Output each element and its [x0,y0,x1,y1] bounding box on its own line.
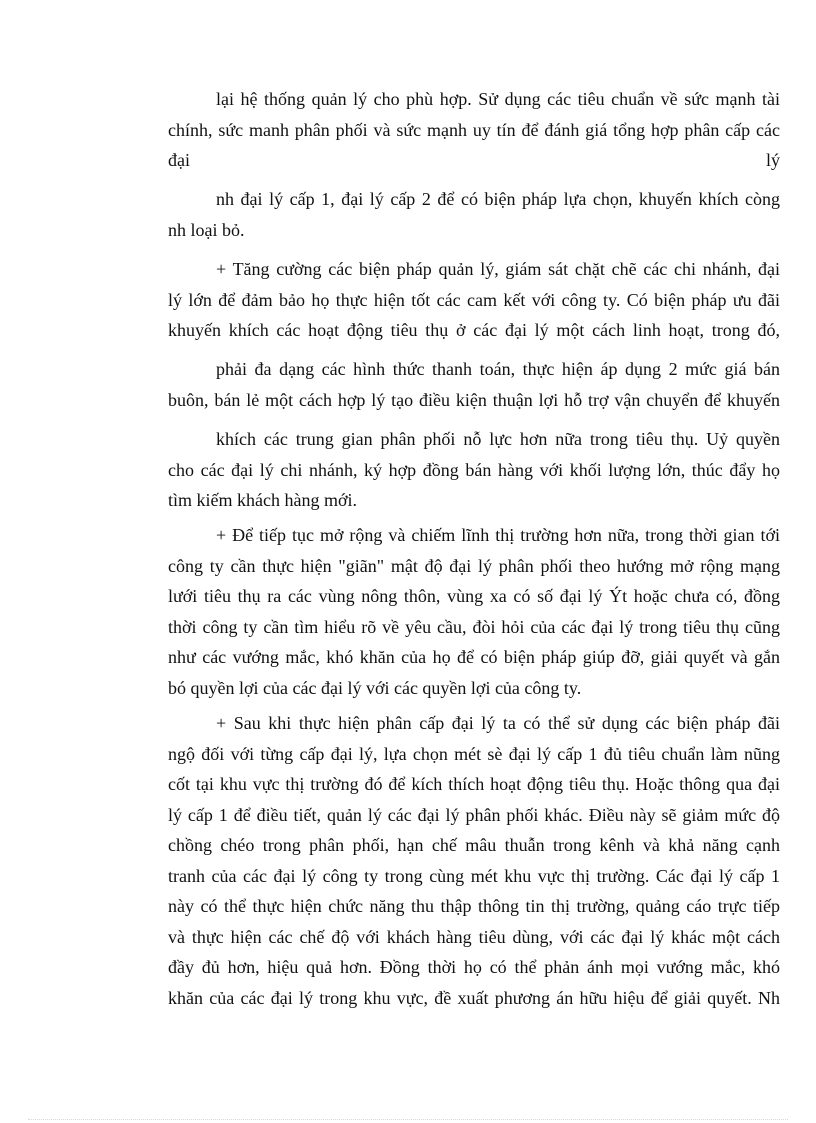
text-line: công ty cần thực hiện "giãn" mật độ đại lý phân phối theo hướng mở rộng mạng [168,556,780,576]
text-line: chồng chéo trong phân phối, hạn chế mâu thuẫn trong kênh và khả năng cạnh [168,835,780,855]
text-line: + Tăng cường các biện pháp quản lý, giám sát chặt chẽ các chi nhánh, đại [216,259,780,279]
text-line: lưới tiêu thụ ra các vùng nông thôn, vùng xa có số đại lý Ýt hoặc chưa có, đồng [168,586,780,606]
text-line: phải đa dạng các hình thức thanh toán, thực hiện áp dụng 2 mức giá bán [216,359,780,379]
text-line: + Để tiếp tục mở rộng và chiếm lĩnh thị trường hơn nữa, trong thời gian tới [216,525,780,545]
text-line: thời công ty cần tìm hiểu rõ về yêu cầu, đòi hỏi của các đại lý trong tiêu thụ cũng [168,617,780,637]
text-line: này có thể thực hiện chức năng thu thập thông tin thị trường, quảng cáo trực tiếp [168,896,780,916]
page-bottom-divider [28,1119,788,1120]
text-fragment: lý [765,150,780,170]
text-line: khăn của các đại lý trong khu vực, đề xuất phương án hữu hiệu để giải quyết. Nh [168,988,780,1008]
text-line: tranh của các đại lý công ty trong cùng mét khu vực thị trường. Các đại lý cấp 1 [168,866,780,886]
text-line: ngộ đối với từng cấp đại lý, lựa chọn mét sè đại lý cấp 1 đủ tiêu chuẩn làm nũng [168,744,780,764]
text-line: cho các đại lý chi nhánh, ký hợp đồng bán hàng với khối lượng lớn, thúc đẩy họ [168,460,780,480]
text-line: tìm kiếm khách hàng mới. [168,490,357,510]
text-line: chính, sức manh phân phối và sức mạnh uy tín để đánh giá tổng hợp phân cấp các [168,120,780,140]
text-line: buôn, bán lẻ một cách hợp lý tạo điều kiện thuận lợi hỗ trợ vận chuyển để khuyến [168,390,780,410]
text-line [168,145,780,175]
text-line: khích các trung gian phân phối nỗ lực hơn nữa trong tiêu thụ. Uỷ quyền [216,429,780,449]
text-line: lý lớn để đảm bảo họ thực hiện tốt các cam kết với công ty. Có biện pháp ưu đãi [168,290,780,310]
text-line: lại hệ thống quản lý cho phù hợp. Sử dụng các tiêu chuẩn về sức mạnh tài [216,89,780,109]
text-line: + Sau khi thực hiện phân cấp đại lý ta có thể sử dụng các biện pháp đãi [216,713,780,733]
text-line: nh loại bỏ. [168,220,245,240]
text-line: đầy đủ hơn, hiệu quả hơn. Đồng thời họ có thể phản ánh mọi vướng mắc, khó [168,957,780,977]
text-line: cốt tại khu vực thị trường đó để kích thích hoạt động tiêu thụ. Hoặc thông qua đại [168,774,780,794]
text-line: lý cấp 1 để điều tiết, quản lý các đại lý phân phối khác. Điều này sẽ giảm mức độ [168,805,780,825]
text-line: khuyến khích các hoạt động tiêu thụ ở các đại lý một cách linh hoạt, trong đó, [168,320,780,340]
text-line: như các vướng mắc, khó khăn của họ để có biện pháp giúp đỡ, giải quyết và gắn [168,647,780,667]
text-line: bó quyền lợi của các đại lý với các quyền lợi của công ty. [168,678,582,698]
text-line: nh đại lý cấp 1, đại lý cấp 2 để có biện pháp lựa chọn, khuyến khích còng [216,189,780,209]
text-line: và thực hiện các chế độ với khách hàng tiêu dùng, với các đại lý khác một cách [168,927,780,947]
text-fragment: đại [168,150,190,170]
